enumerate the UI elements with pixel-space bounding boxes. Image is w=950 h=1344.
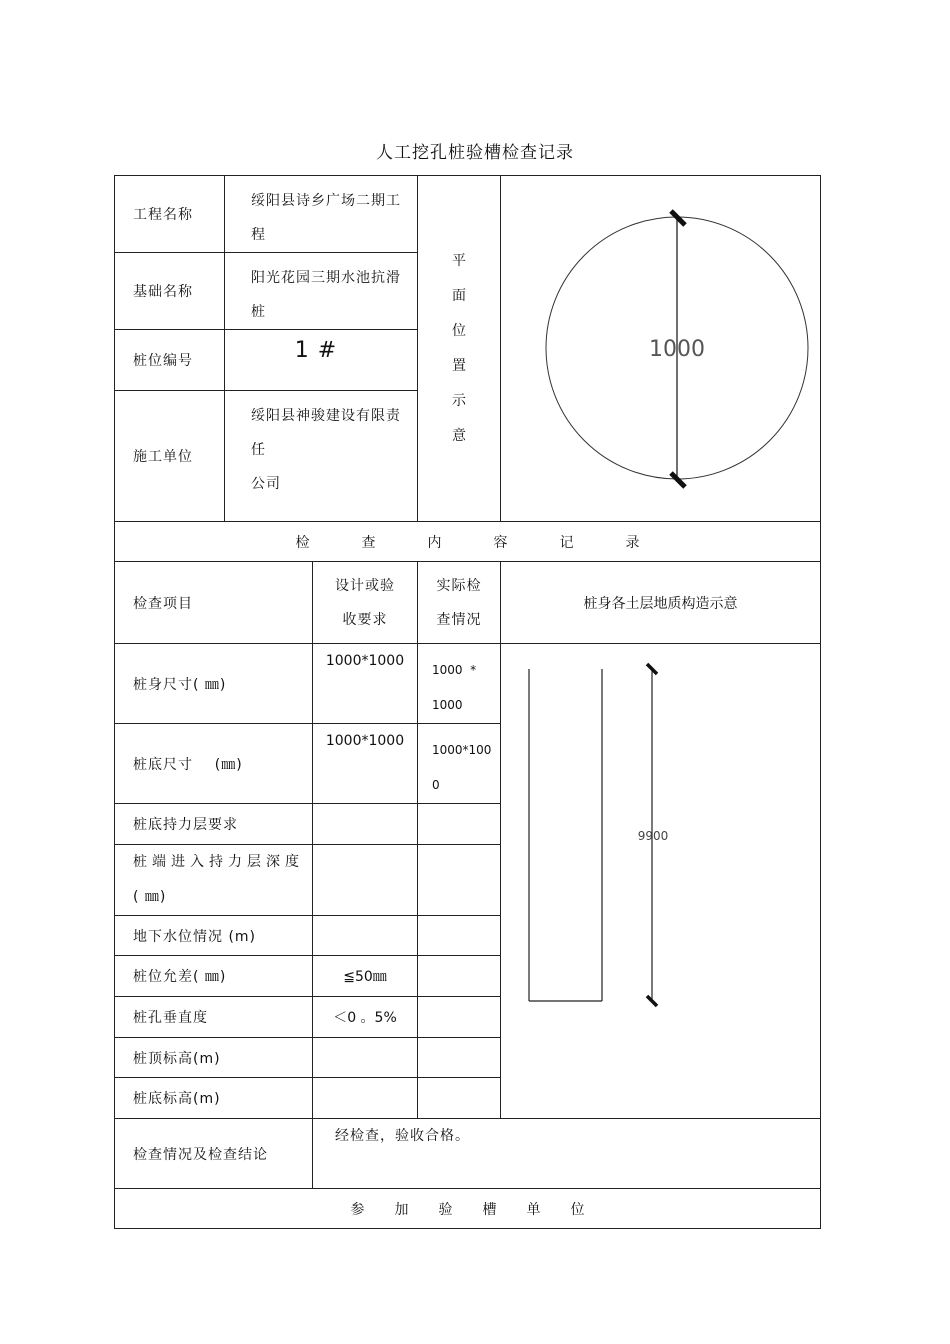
row-actual-line: 1000*100 (432, 743, 492, 757)
page-title: 人工挖孔桩验槽检查记录 (376, 143, 574, 163)
header-design (313, 562, 418, 644)
row-actual-line: 1000 * (432, 663, 477, 677)
header-geology: 桩身各土层地质构造示意 (501, 562, 821, 644)
row-item (115, 845, 313, 916)
project-label: 工程名称 (115, 176, 225, 253)
diameter-label: 1000 (649, 336, 705, 362)
participants-title: 参加验槽单位 (115, 1189, 821, 1229)
row-actual (418, 644, 501, 724)
contractor-value (225, 391, 418, 522)
row-design: 1000*1000 (313, 644, 418, 724)
row-item: 桩底标高(m) (115, 1078, 313, 1119)
row-actual (418, 916, 501, 956)
header-actual-line: 实际检 (436, 577, 482, 594)
row-design (313, 804, 418, 845)
plan-diagram (501, 193, 819, 505)
row-item: 桩底尺寸 (㎜) (115, 724, 313, 804)
project-row (115, 176, 821, 253)
row-actual-line: 1000 (432, 698, 463, 712)
row-design (313, 1078, 418, 1119)
row-actual (418, 804, 501, 845)
contractor-line: 公司 (251, 476, 281, 492)
conclusion-row (115, 1119, 821, 1189)
row-actual (418, 1038, 501, 1078)
geology-diagram (501, 644, 819, 1096)
row-actual (418, 997, 501, 1038)
row-item: 桩底持力层要求 (115, 804, 313, 845)
pile-no-label: 桩位编号 (115, 330, 225, 391)
row-design (313, 1038, 418, 1078)
row-actual (418, 845, 501, 916)
header-item: 检查项目 (115, 562, 313, 644)
row-design (313, 916, 418, 956)
foundation-label: 基础名称 (115, 253, 225, 330)
plan-label-char: 位 (452, 322, 466, 339)
row-actual (418, 1078, 501, 1119)
header-actual (418, 562, 501, 644)
foundation-value: 阳光花园三期水池抗滑桩 (225, 253, 418, 330)
header-actual-line: 查情况 (436, 611, 482, 628)
plan-label-char: 面 (452, 287, 466, 304)
row-actual (418, 724, 501, 804)
pile-no-value: 1 # (225, 330, 418, 391)
conclusion-label: 检查情况及检查结论 (115, 1119, 313, 1189)
diameter-tick-bottom (671, 473, 685, 487)
table-row (115, 644, 821, 724)
plan-diagram-cell (501, 176, 821, 522)
participants-row (115, 1189, 821, 1229)
plan-label-char: 示 (452, 392, 466, 409)
header-design-line: 设计或验 (335, 577, 395, 594)
row-item: 桩身尺寸( ㎜) (115, 644, 313, 724)
header-design-line: 收要求 (342, 611, 388, 628)
row-item: 地下水位情况 (m) (115, 916, 313, 956)
inspection-record-table (114, 175, 821, 1229)
row-item: 桩位允差( ㎜) (115, 956, 313, 997)
plan-label (418, 176, 501, 522)
diameter-tick-top (671, 211, 685, 225)
plan-label-char: 意 (452, 427, 466, 444)
conclusion-value: 经检查，验收合格。 (313, 1119, 821, 1189)
row-item-line: ( ㎜) (133, 889, 167, 905)
section-title: 检查内容记录 (115, 522, 821, 562)
project-value: 绥阳县诗乡广场二期工程 (225, 176, 418, 253)
row-design: 1000*1000 (313, 724, 418, 804)
header-row (115, 562, 821, 644)
contractor-label: 施工单位 (115, 391, 225, 522)
depth-label: 9900 (637, 829, 669, 843)
row-item: 桩顶标高(m) (115, 1038, 313, 1078)
row-item-line: 桩端进入持力层深度 (133, 854, 304, 870)
row-actual (418, 956, 501, 997)
row-design: ≦50㎜ (313, 956, 418, 997)
row-item: 桩孔垂直度 (115, 997, 313, 1038)
section-row (115, 522, 821, 562)
plan-label-char: 平 (452, 252, 466, 269)
contractor-line: 绥阳县神骏建设有限责任 (251, 408, 401, 458)
geology-diagram-cell (501, 644, 821, 1119)
row-design: ＜0 。5% (313, 997, 418, 1038)
row-actual-line: 0 (432, 778, 440, 792)
plan-label-char: 置 (452, 357, 466, 374)
row-design (313, 845, 418, 916)
